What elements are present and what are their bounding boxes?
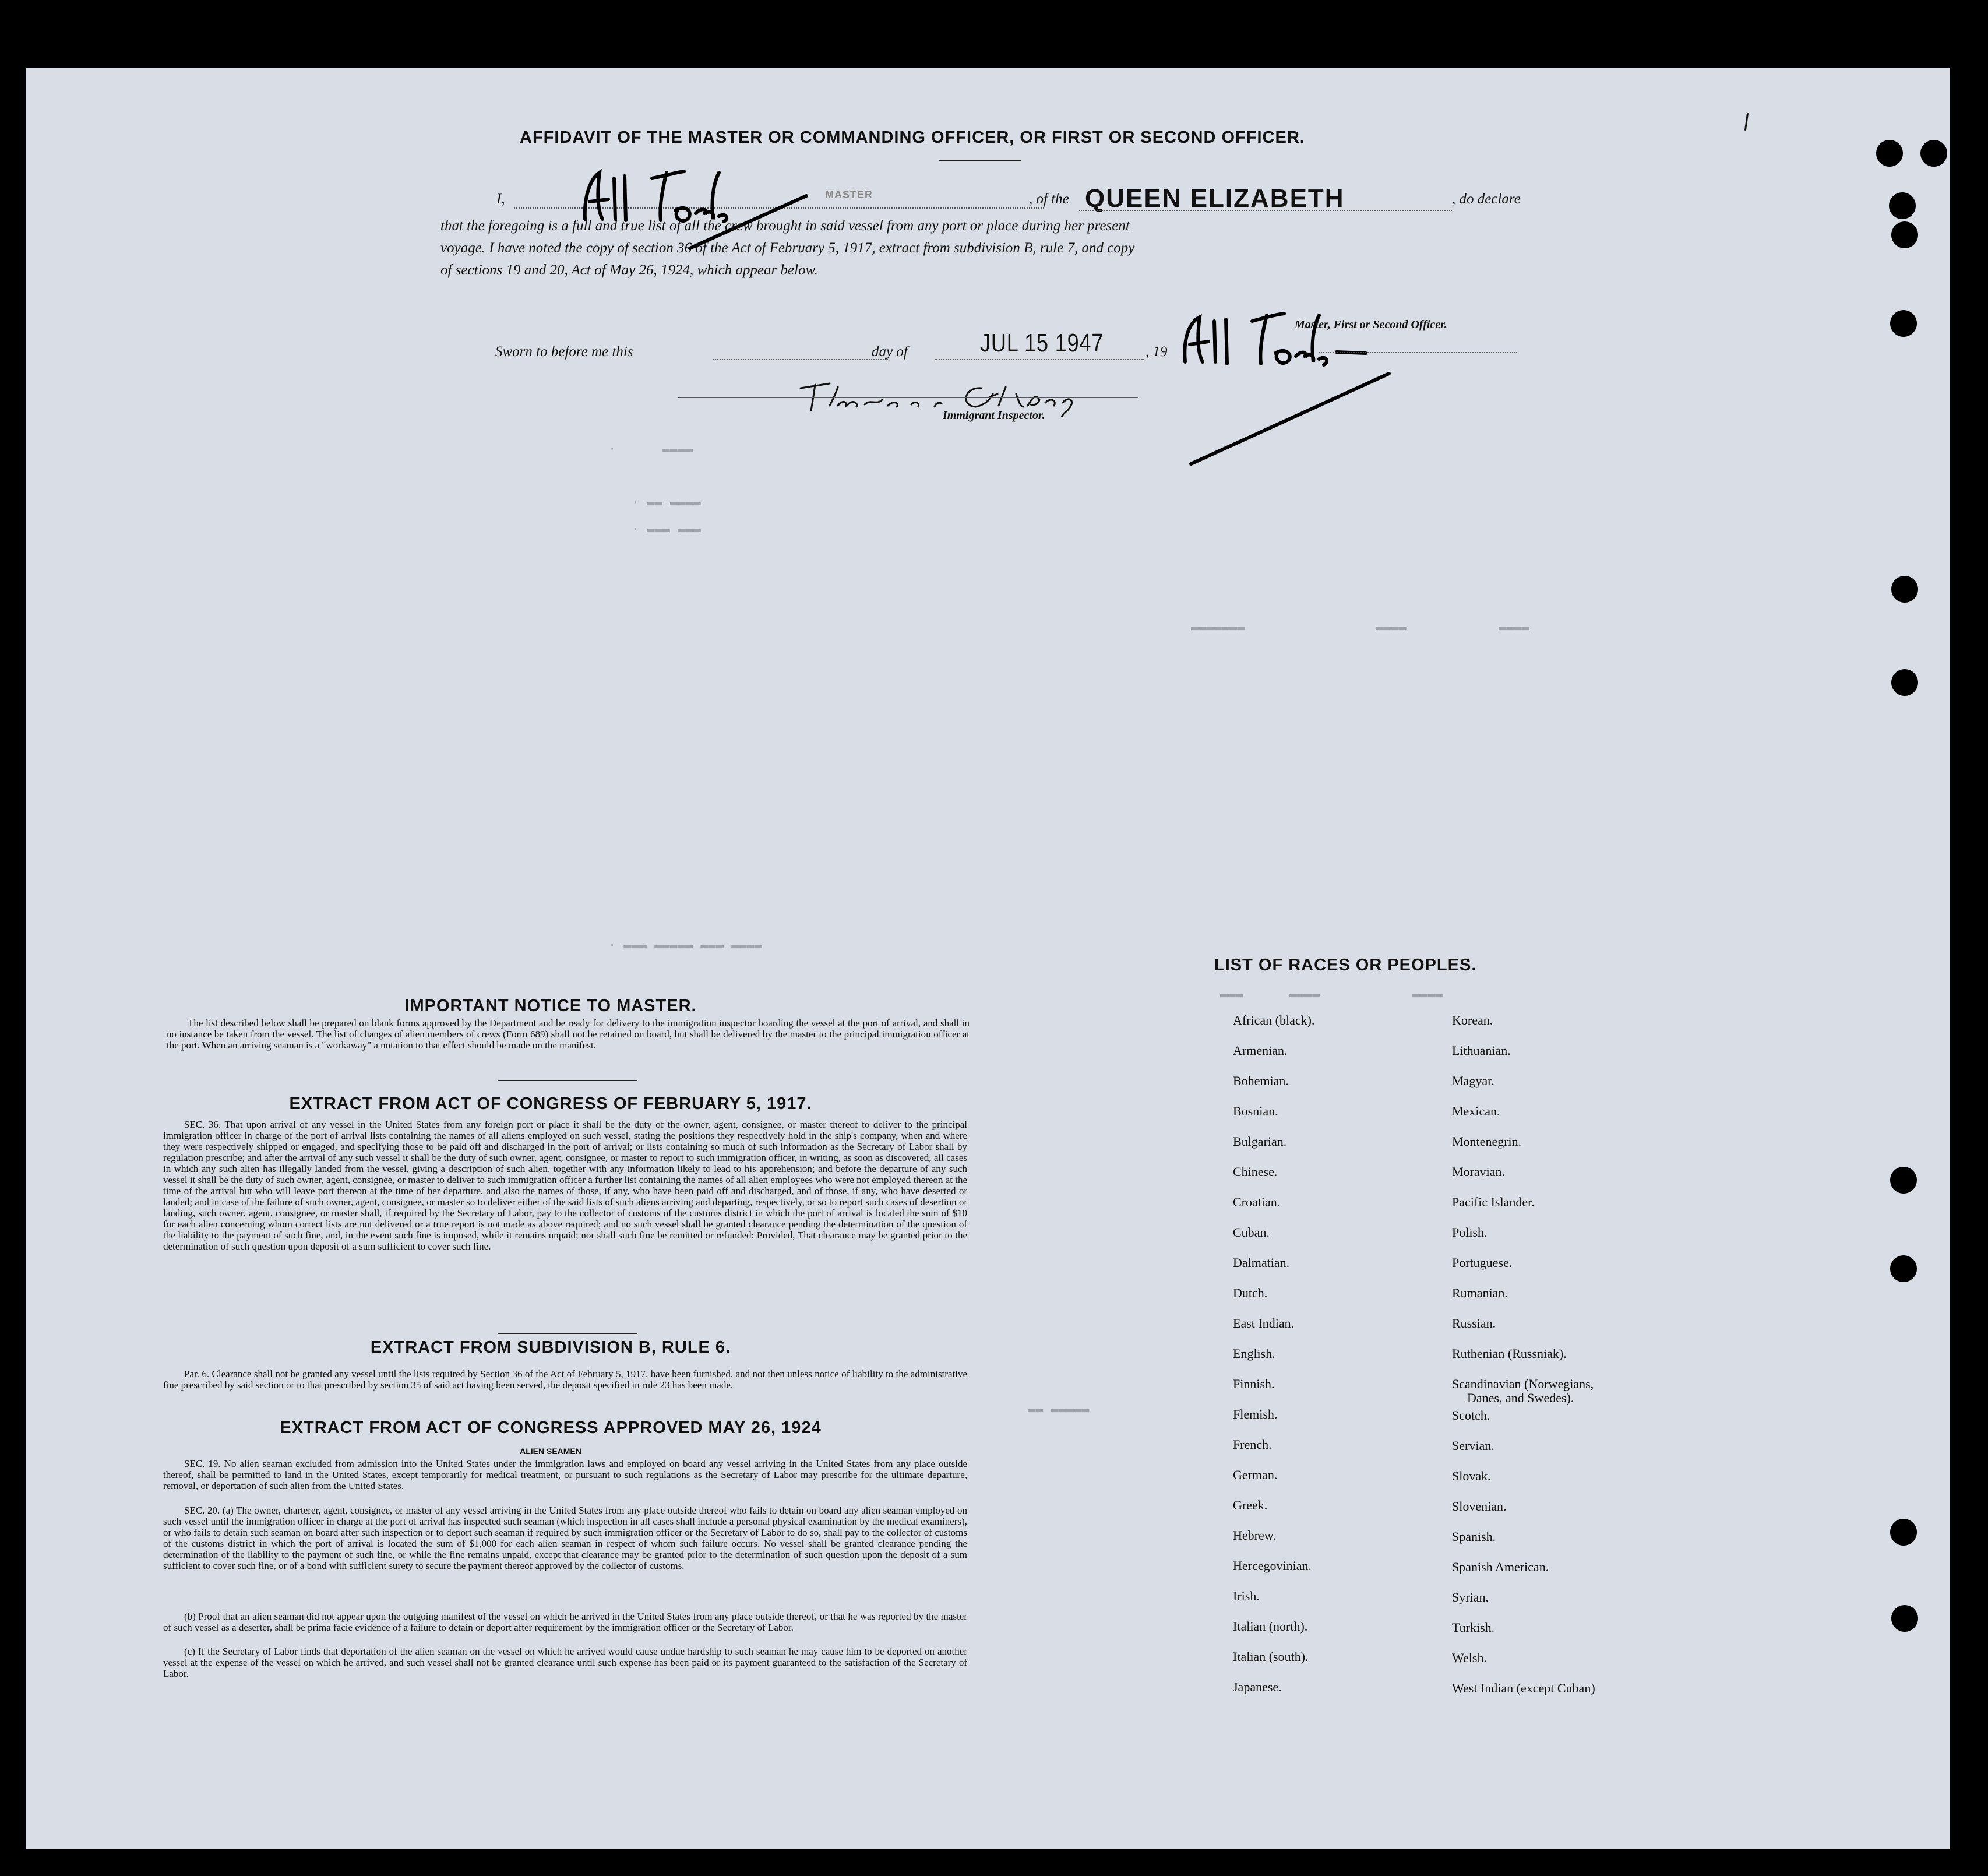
race-item: Turkish. xyxy=(1452,1620,1495,1635)
race-item: Dutch. xyxy=(1233,1286,1268,1300)
race-item: Lithuanian. xyxy=(1452,1043,1511,1058)
notice-text: The list described below shall be prepared on blank forms approved by the Department and be ready for delivery to the immigration inspector boarding the vessel at the port of arrival, and shall in no instance be taken from the vessel. The list of changes of alien members of crews (Form 689) shall not be retained on board, but shall be delivered by the master to the principal immigration officer at the port. When an arriving seaman is a "workaway" a notation to that effect should be made on the manifest. xyxy=(167,1018,970,1051)
punch-hole xyxy=(1890,1519,1917,1546)
bleed-through-row: ▬▬ ▬▬▬▬▬ xyxy=(1028,1402,1090,1417)
race-item: Moravian. xyxy=(1452,1164,1506,1179)
rank-stamp: MASTER xyxy=(825,189,873,200)
bleed-through-row: · ▬▬▬ ▬▬▬ xyxy=(632,522,701,537)
race-item: Servian. xyxy=(1452,1438,1494,1453)
race-item: Italian (south). xyxy=(1233,1649,1309,1664)
punch-hole xyxy=(1889,192,1916,219)
race-item: Pacific Islander. xyxy=(1452,1195,1535,1209)
race-item: French. xyxy=(1233,1437,1272,1452)
race-item: Greek. xyxy=(1233,1498,1268,1512)
race-item: Syrian. xyxy=(1452,1590,1489,1604)
punch-hole xyxy=(1890,1167,1917,1194)
master-signature-top xyxy=(573,155,818,254)
notice-divider xyxy=(498,1080,637,1081)
race-item: Russian. xyxy=(1452,1316,1496,1331)
race-item: Slovenian. xyxy=(1452,1499,1507,1514)
do-declare-label: , do declare xyxy=(1452,191,1521,207)
extract-1924-sec20b: (b) Proof that an alien seaman did not appear upon the outgoing manifest of the vessel on which he arrived in the United States from any place outside thereof, or that he was reported by the master of such vessel as a deserter, shall be prima facie evidence of a failure to detain or deport after requirement by the immigration officer or the Secretary of Labor. xyxy=(163,1611,967,1633)
punch-hole xyxy=(1920,140,1947,167)
sworn-label: Sworn to before me this xyxy=(495,344,633,360)
race-item: Montenegrin. xyxy=(1452,1134,1522,1149)
year-prefix: , 19 xyxy=(1145,344,1168,360)
bleed-through-row: · ▬▬▬▬ xyxy=(608,442,693,456)
race-item: Spanish American. xyxy=(1452,1560,1549,1574)
race-item: African (black). xyxy=(1233,1013,1315,1027)
race-item: Chinese. xyxy=(1233,1164,1278,1179)
extract-1924-heading: EXTRACT FROM ACT OF CONGRESS APPROVED MAY 26, 1924 xyxy=(280,1419,822,1437)
officer-dotted-line xyxy=(1319,352,1517,353)
race-item: Portuguese. xyxy=(1452,1255,1513,1270)
race-item: Bosnian. xyxy=(1233,1104,1278,1118)
punch-hole xyxy=(1890,1255,1917,1282)
document-page xyxy=(26,68,1950,1849)
race-item: Hebrew. xyxy=(1233,1528,1276,1543)
race-item: East Indian. xyxy=(1233,1316,1295,1331)
extract-1924-sec19: SEC. 19. No alien seaman excluded from admission into the United States under the immigration laws and employed on board any vessel arriving in the United States from any place outside thereof, shall be permitted to land in the United States, except temporarily for medical treatment, or pursuant to such regulations as the Secretary of Labor may prescribe for the ultimate departure, removal, or deportation of such alien from the United States. xyxy=(163,1458,967,1491)
race-item: Finnish. xyxy=(1233,1377,1275,1391)
race-item: Croatian. xyxy=(1233,1195,1281,1209)
race-item: Irish. xyxy=(1233,1589,1260,1603)
punch-hole xyxy=(1876,140,1903,167)
inspector-line xyxy=(678,397,1138,398)
pen-mark xyxy=(1744,113,1749,131)
inspector-caption: Immigrant Inspector. xyxy=(943,409,1045,422)
race-item: Korean. xyxy=(1452,1013,1493,1027)
statement-line-1: that the foregoing is a full and true list of all the crew brought in said vessel from any port or place during her present xyxy=(440,218,1130,234)
date-stamp: JUL 15 1947 xyxy=(980,329,1104,357)
extract-1917-divider xyxy=(498,1333,637,1334)
bleed-through-row: ▬▬▬▬▬▬▬ ▬▬▬▬ ▬▬▬▬ xyxy=(1191,620,1529,635)
notice-heading: IMPORTANT NOTICE TO MASTER. xyxy=(404,997,697,1015)
statement-line-3: of sections 19 and 20, Act of May 26, 1924, which appear below. xyxy=(440,262,818,278)
race-item: Japanese. xyxy=(1233,1680,1282,1694)
i-label: I, xyxy=(496,191,505,207)
race-item: Ruthenian (Russniak). xyxy=(1452,1346,1567,1361)
race-item: English. xyxy=(1233,1346,1275,1361)
race-item: Scandinavian (Norwegians, xyxy=(1452,1377,1594,1391)
race-item: Italian (north). xyxy=(1233,1619,1308,1634)
punch-hole xyxy=(1890,310,1917,337)
race-item: Armenian. xyxy=(1233,1043,1288,1058)
race-item: Scotch. xyxy=(1452,1408,1490,1423)
of-the-label: , of the xyxy=(1029,191,1069,207)
punch-hole xyxy=(1891,221,1918,248)
title-underline xyxy=(939,160,1021,161)
vessel-name: QUEEN ELIZABETH xyxy=(1085,184,1345,213)
race-item: Polish. xyxy=(1452,1225,1488,1240)
punch-hole xyxy=(1891,576,1918,603)
race-item: Spanish. xyxy=(1452,1529,1496,1544)
vessel-dotted-line xyxy=(1079,210,1452,211)
race-item: Magyar. xyxy=(1452,1073,1494,1088)
alien-seamen-subheading: ALIEN SEAMEN xyxy=(520,1446,581,1456)
race-item: Bohemian. xyxy=(1233,1073,1289,1088)
race-item: West Indian (except Cuban) xyxy=(1452,1681,1595,1695)
bleed-through-row: · ▬▬ ▬▬▬▬ xyxy=(632,495,701,510)
race-item: Dalmatian. xyxy=(1233,1255,1290,1270)
bleed-through-row: ▬▬▬ ▬▬▬▬ ▬▬▬▬ xyxy=(1220,987,1443,1002)
day-of-label: day of xyxy=(872,344,908,360)
extract-1924-sec20a: SEC. 20. (a) The owner, charterer, agent, consignee, or master of any vessel arriving in the United States from any place outside thereof who fails to detain on board any alien seaman employed on such vessel until the immigration officer in charge at the port of arrival has inspected such seaman (which inspection in all cases shall include a personal physical examination by the medical examiners), or who fails to detain such seaman on board after such inspection or to deport such seaman if required by such immigration officer or the Secretary of Labor to do so, shall pay to the collector of customs of the customs district in which the port of arrival is located the sum of $1,000 for each alien seaman in respect of whom such failure occurs. No vessel shall be granted clearance pending the determination of the liability to the payment of such fine, or while the fine remains unpaid, except that clearance may be granted prior to the determination of such question upon the deposit of a sum sufficient to cover such fine, or of a bond with sufficient surety to secure the payment thereof approved by the collector of customs. xyxy=(163,1505,967,1571)
race-item: Flemish. xyxy=(1233,1407,1278,1421)
bleed-through-row: · ▬▬▬ ▬▬▬▬▬ ▬▬▬ ▬▬▬▬ xyxy=(608,938,763,953)
punch-hole xyxy=(1891,1605,1918,1632)
rule6-heading: EXTRACT FROM SUBDIVISION B, RULE 6. xyxy=(370,1338,731,1357)
race-item: Mexican. xyxy=(1452,1104,1500,1118)
extract-1924-sec20c: (c) If the Secretary of Labor finds that deportation of the alien seaman on the vessel on which he arrived would cause undue hardship to such seaman he may cause him to be deported on another vessel at the expense of the vessel on which he arrived, and such vessel shall not be granted clearance until such expense has been paid or its payment guaranteed to the satisfaction of the Secretary of Labor. xyxy=(163,1646,967,1679)
race-item: Bulgarian. xyxy=(1233,1134,1287,1149)
race-item: Cuban. xyxy=(1233,1225,1270,1240)
master-signature-bottom xyxy=(1168,266,1412,476)
rule6-text: Par. 6. Clearance shall not be granted any vessel until the lists required by Section 36 of the Act of February 5, 1917, have been furnished, and not then unless notice of liability to the administrative fine prescribed by said section or to that prescribed by section 35 of said act having been served, the deposit specified in rule 23 has been made. xyxy=(163,1368,967,1391)
race-item: Welsh. xyxy=(1452,1650,1487,1665)
race-item: Rumanian. xyxy=(1452,1286,1508,1300)
punch-hole xyxy=(1891,669,1918,696)
race-item-wrap: Danes, and Swedes). xyxy=(1467,1391,1574,1405)
races-heading: LIST OF RACES OR PEOPLES. xyxy=(1214,956,1477,974)
extract-1917-heading: EXTRACT FROM ACT OF CONGRESS OF FEBRUARY 5, 1917. xyxy=(289,1094,812,1113)
race-item: German. xyxy=(1233,1467,1278,1482)
race-item: Slovak. xyxy=(1452,1469,1491,1483)
statement-line-2: voyage. I have noted the copy of section 36 of the Act of February 5, 1917, extract from subdivision B, rule 7, and copy xyxy=(440,240,1135,256)
date-dotted-line xyxy=(935,359,1144,360)
race-item: Hercegovinian. xyxy=(1233,1558,1312,1573)
affidavit-title: AFFIDAVIT OF THE MASTER OR COMMANDING OFFICER, OR FIRST OR SECOND OFFICER. xyxy=(520,128,1305,147)
officer-caption: Master, First or Second Officer. xyxy=(1295,318,1447,331)
sworn-dotted-line xyxy=(713,359,888,360)
extract-1917-text: SEC. 36. That upon arrival of any vessel in the United States from any foreign port or place it shall be the duty of the owner, agent, consignee, or master thereof to deliver to the principal immigration officer in charge of the port of arrival lists containing the names of all aliens employed on such vessel, stating the positions they respectively hold in the ship's company, when and where they were respectively shipped or engaged, and specifying those to be paid off and discharged in the port of arrival; or lists containing so much of such information as the Secretary of Labor shall by regulation prescribe; and after the arrival of any such vessel it shall be the duty of such owner, agent, consignee, or master to report to such immigration officer, in writing, as soon as discovered, all cases in which any such alien has illegally landed from the vessel, giving a description of such alien, together with any information likely to lead to his apprehension; and before the departure of any such vessel it shall be the duty of such owner, agent, consignee, or master to deliver to such immigration officer a further list containing the names of all alien employees who were not employed thereon at the time of the arrival but who will leave port thereon at the time of her departure, and also the names of those, if any, who have been paid off and discharged, and of those, if any, who have deserted or landed; and in case of the failure of such owner, agent, consignee, or master so to deliver either of the said lists of such aliens arriving and departing, respectively, or so to report such cases of desertion or landing, such owner, agent, consignee, or master shall, if required by the Secretary of Labor, pay to the collector of customs of the customs district in which the port of arrival is located the sum of $10 for each alien concerning whom correct lists are not delivered or a true report is not made as above required; and no such vessel shall be granted clearance pending the determination of the question of the liability to the payment of such fine, and, in the event such fine is imposed, while it remains unpaid; nor shall such fine be remitted or refunded: Provided, That clearance may be granted prior to the determination of such question upon deposit of a sum sufficient to cover such fine. xyxy=(163,1119,967,1252)
